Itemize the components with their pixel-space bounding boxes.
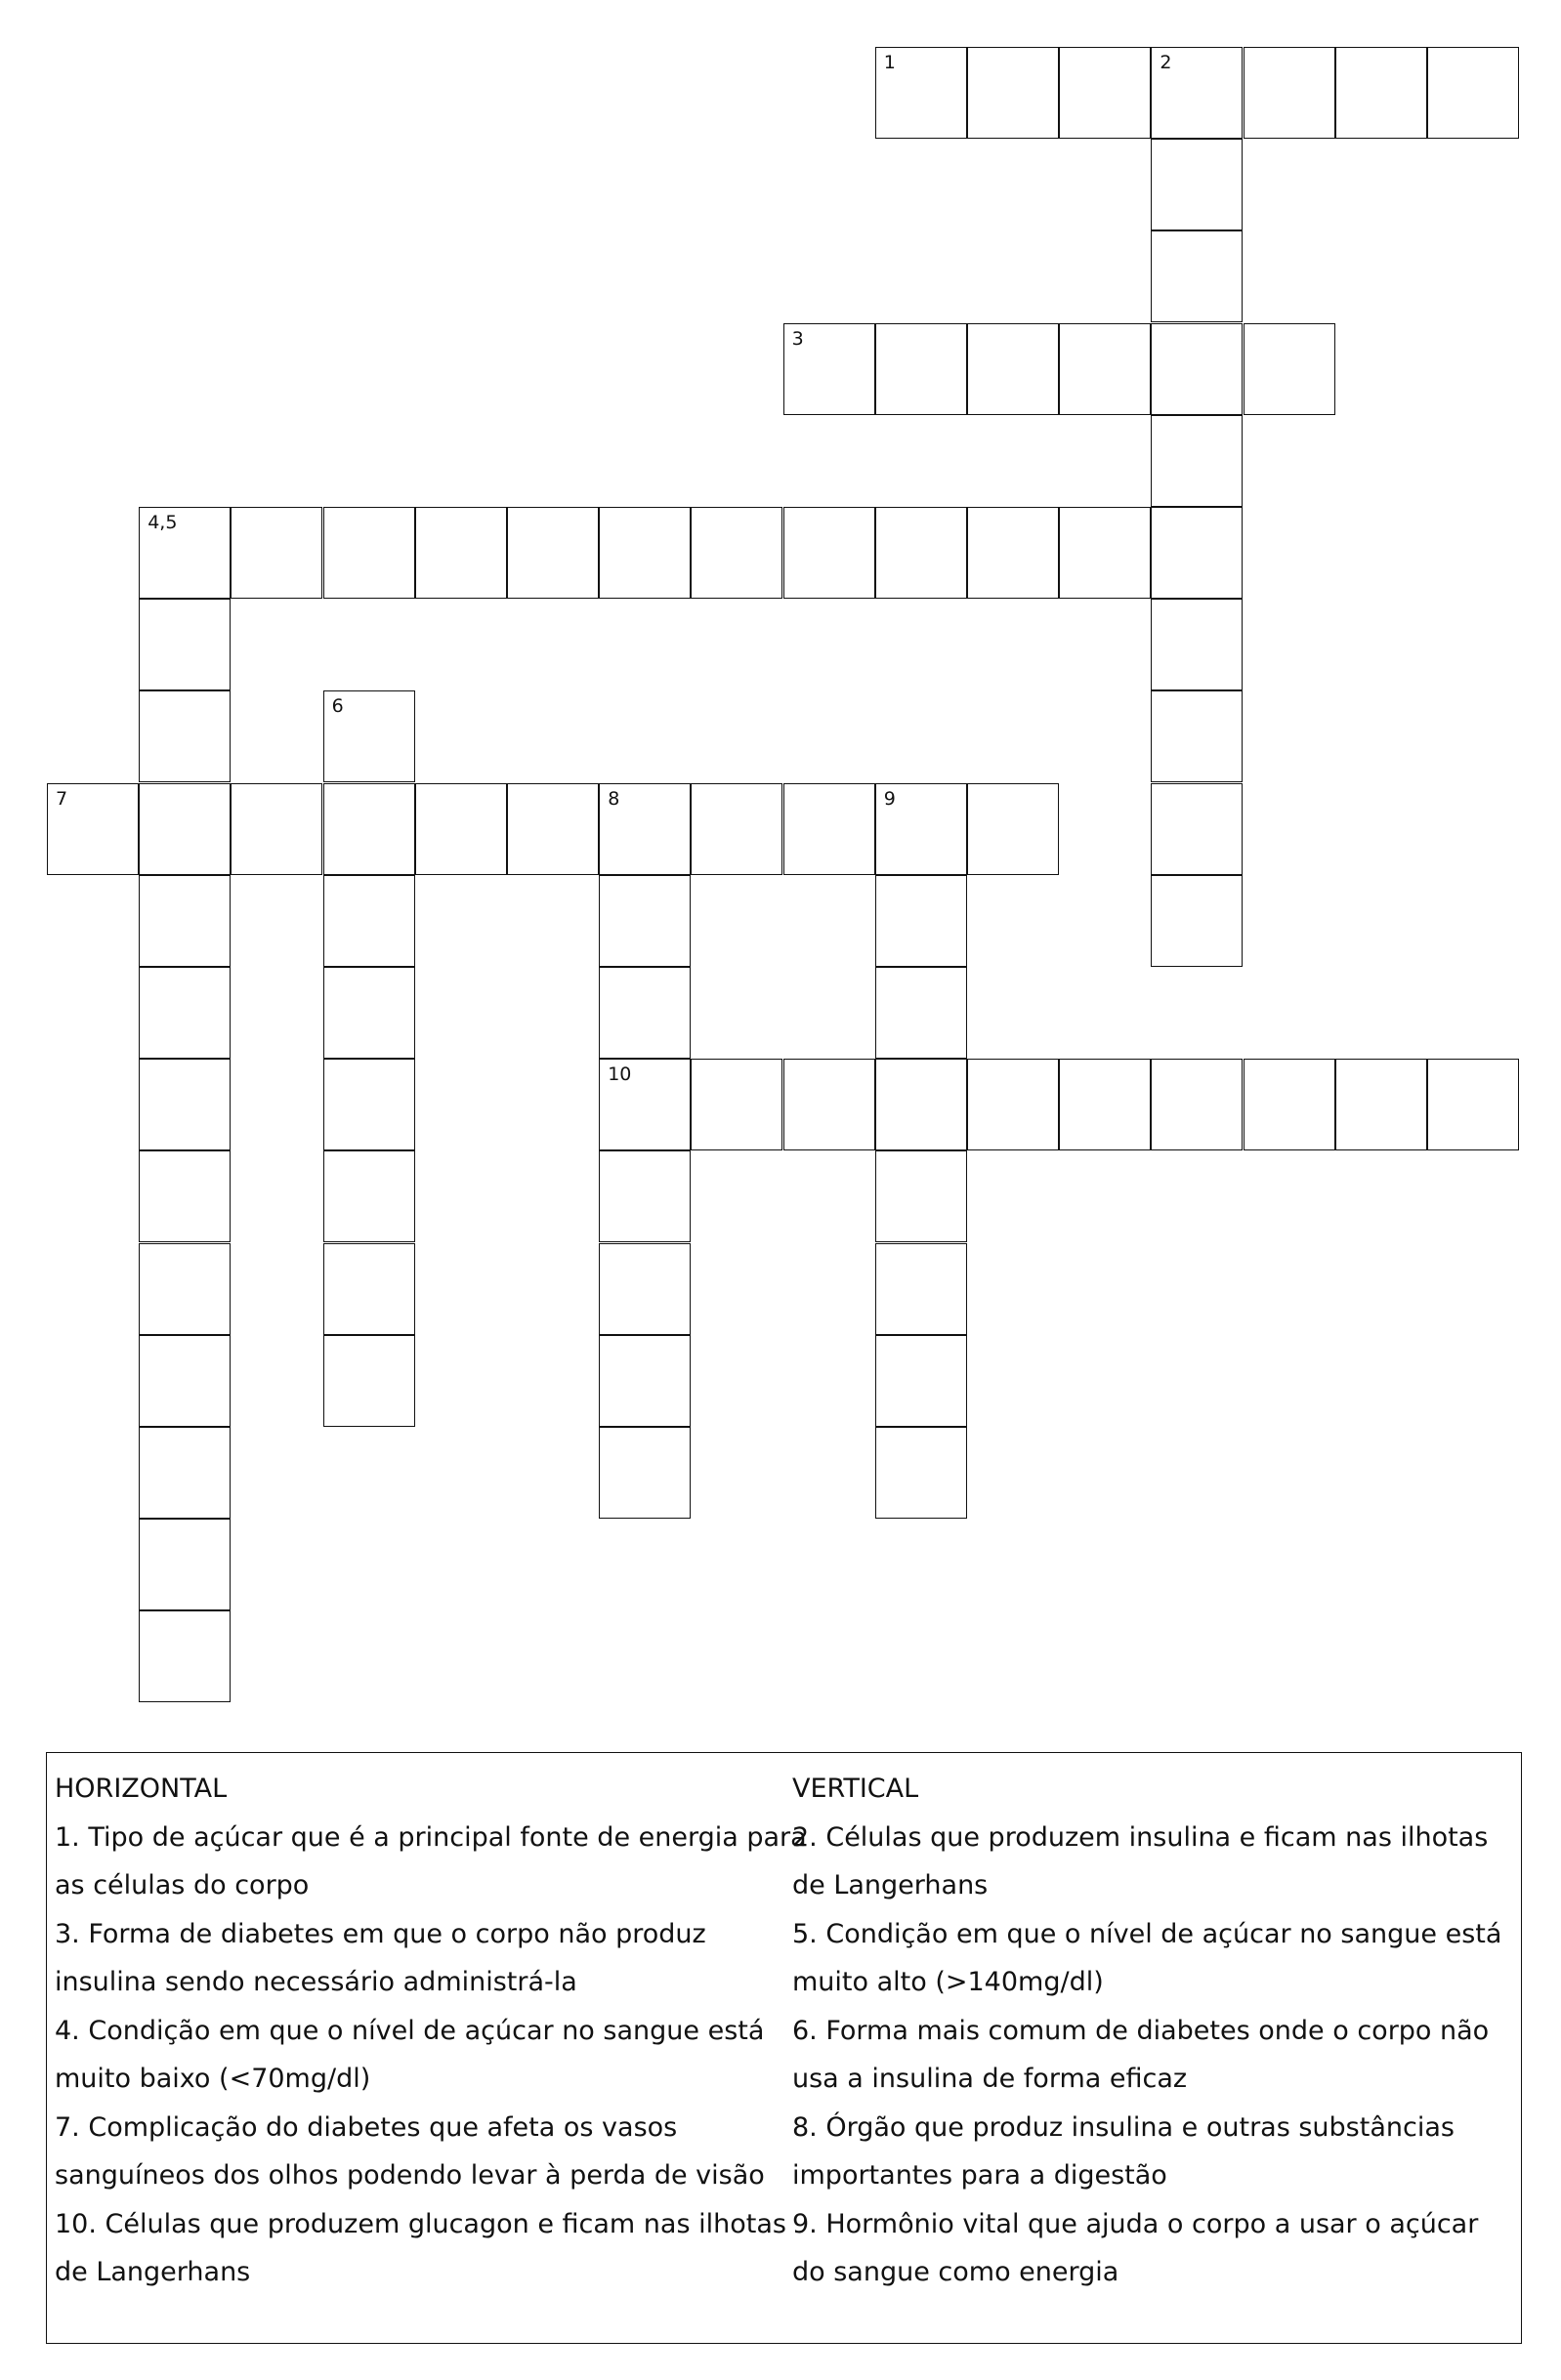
grid-cell[interactable] bbox=[599, 1427, 691, 1519]
grid-cell[interactable] bbox=[967, 1059, 1059, 1150]
grid-cell[interactable] bbox=[415, 507, 507, 599]
clue-v6: 6. Forma mais comum de diabetes onde o corpo não usa a insulina de forma eficaz bbox=[792, 2015, 1490, 2094]
clue-h4: 4. Condição em que o nível de açúcar no sangue está muito baixo (<70mg/dl) bbox=[55, 2015, 765, 2094]
grid-cell[interactable] bbox=[875, 1243, 967, 1335]
grid-cell[interactable] bbox=[1427, 1059, 1519, 1150]
clue-v5: 5. Condição em que o nível de açúcar no sangue está muito alto (>140mg/dl) bbox=[792, 1918, 1502, 1997]
grid-cell[interactable] bbox=[323, 783, 415, 875]
clue-v8: 8. Órgão que produz insulina e outras substâncias importantes para a digestão bbox=[792, 2111, 1455, 2191]
grid-cell[interactable] bbox=[875, 507, 967, 599]
clue-v9: 9. Hormônio vital que ajuda o corpo a usar o açúcar do sangue como energia bbox=[792, 2208, 1479, 2287]
grid-cell[interactable] bbox=[1151, 323, 1243, 415]
clues-box bbox=[46, 1752, 1522, 2344]
grid-cell[interactable] bbox=[1151, 783, 1243, 875]
grid-cell[interactable] bbox=[1059, 1059, 1151, 1150]
grid-cell[interactable] bbox=[783, 1059, 875, 1150]
grid-cell[interactable] bbox=[139, 1059, 231, 1150]
grid-cell[interactable] bbox=[599, 1059, 691, 1150]
cell-number: 8 bbox=[608, 787, 620, 810]
grid-cell[interactable] bbox=[691, 1059, 782, 1150]
grid-cell[interactable] bbox=[1244, 323, 1335, 415]
grid-cell[interactable] bbox=[1244, 47, 1335, 139]
grid-cell[interactable] bbox=[875, 1059, 967, 1150]
grid-cell[interactable] bbox=[691, 507, 782, 599]
cell-number: 1 bbox=[883, 52, 896, 73]
grid-cell[interactable] bbox=[1427, 47, 1519, 139]
grid-cell[interactable] bbox=[1059, 507, 1151, 599]
grid-cell[interactable] bbox=[1151, 139, 1243, 230]
grid-cell[interactable] bbox=[1151, 415, 1243, 507]
grid-cell[interactable] bbox=[1059, 47, 1151, 139]
grid-cell[interactable] bbox=[323, 1150, 415, 1242]
cell-number: 2 bbox=[1160, 52, 1172, 73]
cell-number: 10 bbox=[608, 1064, 632, 1086]
cell-number: 6 bbox=[331, 695, 344, 718]
grid-cell[interactable] bbox=[599, 783, 691, 875]
grid-cell[interactable] bbox=[691, 783, 782, 875]
cell-number: 7 bbox=[56, 787, 68, 810]
grid-cell[interactable] bbox=[1059, 323, 1151, 415]
cell-number: 3 bbox=[791, 327, 804, 350]
grid-cell[interactable] bbox=[783, 783, 875, 875]
grid-cell[interactable] bbox=[139, 1610, 231, 1702]
grid-cell[interactable] bbox=[599, 1150, 691, 1242]
grid-cell[interactable] bbox=[507, 507, 599, 599]
cell-number: 4,5 bbox=[148, 512, 178, 533]
grid-cell[interactable] bbox=[139, 783, 231, 875]
clue-h10: 10. Células que produzem glucagon e ficam nas ilhotas de Langerhans bbox=[55, 2208, 786, 2287]
horizontal-clues bbox=[55, 1765, 809, 2297]
grid-cell[interactable] bbox=[323, 690, 415, 782]
grid-cell[interactable] bbox=[323, 1335, 415, 1427]
grid-cell[interactable] bbox=[139, 875, 231, 967]
grid-cell[interactable] bbox=[875, 47, 967, 139]
grid-cell[interactable] bbox=[599, 507, 691, 599]
grid-cell[interactable] bbox=[139, 1243, 231, 1335]
grid-cell[interactable] bbox=[783, 507, 875, 599]
grid-cell[interactable] bbox=[415, 783, 507, 875]
grid-cell[interactable] bbox=[139, 1519, 231, 1610]
vertical-title: VERTICAL bbox=[792, 1774, 919, 1804]
grid-cell[interactable] bbox=[875, 783, 967, 875]
grid-cell[interactable] bbox=[139, 1150, 231, 1242]
grid-cell[interactable] bbox=[1151, 230, 1243, 322]
grid-cell[interactable] bbox=[1151, 690, 1243, 782]
grid-cell[interactable] bbox=[139, 1335, 231, 1427]
grid-cell[interactable] bbox=[47, 783, 139, 875]
grid-cell[interactable] bbox=[1151, 1059, 1243, 1150]
grid-cell[interactable] bbox=[323, 875, 415, 967]
grid-cell[interactable] bbox=[599, 967, 691, 1059]
grid-cell[interactable] bbox=[1151, 599, 1243, 690]
grid-cell[interactable] bbox=[139, 690, 231, 782]
grid-cell[interactable] bbox=[967, 507, 1059, 599]
grid-cell[interactable] bbox=[599, 1243, 691, 1335]
grid-cell[interactable] bbox=[139, 507, 231, 599]
grid-cell[interactable] bbox=[1151, 507, 1243, 599]
clue-v2: 2. Células que produzem insulina e ficam nas ilhotas de Langerhans bbox=[792, 1821, 1489, 1900]
grid-cell[interactable] bbox=[599, 1335, 691, 1427]
grid-cell[interactable] bbox=[1151, 47, 1243, 139]
vertical-clues bbox=[792, 1765, 1515, 2297]
grid-cell[interactable] bbox=[1151, 875, 1243, 967]
grid-cell[interactable] bbox=[967, 783, 1059, 875]
grid-cell[interactable] bbox=[967, 47, 1059, 139]
grid-cell[interactable] bbox=[139, 967, 231, 1059]
grid-cell[interactable] bbox=[875, 1427, 967, 1519]
grid-cell[interactable] bbox=[323, 967, 415, 1059]
grid-cell[interactable] bbox=[783, 323, 875, 415]
grid-cell[interactable] bbox=[507, 783, 599, 875]
horizontal-title: HORIZONTAL bbox=[55, 1774, 228, 1804]
grid-cell[interactable] bbox=[323, 1059, 415, 1150]
grid-cell[interactable] bbox=[139, 1427, 231, 1519]
grid-cell[interactable] bbox=[875, 1335, 967, 1427]
grid-cell[interactable] bbox=[231, 783, 322, 875]
grid-cell[interactable] bbox=[875, 1150, 967, 1242]
grid-cell[interactable] bbox=[875, 967, 967, 1059]
grid-cell[interactable] bbox=[1335, 47, 1427, 139]
clue-h1: 1. Tipo de açúcar que é a principal fonte de energia para as células do corpo bbox=[55, 1821, 807, 1900]
grid-cell[interactable] bbox=[1335, 1059, 1427, 1150]
grid-cell[interactable] bbox=[323, 507, 415, 599]
grid-cell[interactable] bbox=[875, 323, 967, 415]
cell-number: 9 bbox=[883, 787, 896, 810]
grid-cell[interactable] bbox=[323, 1243, 415, 1335]
grid-cell[interactable] bbox=[875, 875, 967, 967]
grid-cell[interactable] bbox=[139, 599, 231, 690]
clue-h3: 3. Forma de diabetes em que o corpo não produz insulina sendo necessário administrá-la bbox=[55, 1918, 706, 1997]
grid-cell[interactable] bbox=[599, 875, 691, 967]
grid-cell[interactable] bbox=[967, 323, 1059, 415]
clue-h7: 7. Complicação do diabetes que afeta os vasos sanguíneos dos olhos podendo levar à perda de visão bbox=[55, 2111, 765, 2191]
grid-cell[interactable] bbox=[231, 507, 322, 599]
grid-cell[interactable] bbox=[1244, 1059, 1335, 1150]
